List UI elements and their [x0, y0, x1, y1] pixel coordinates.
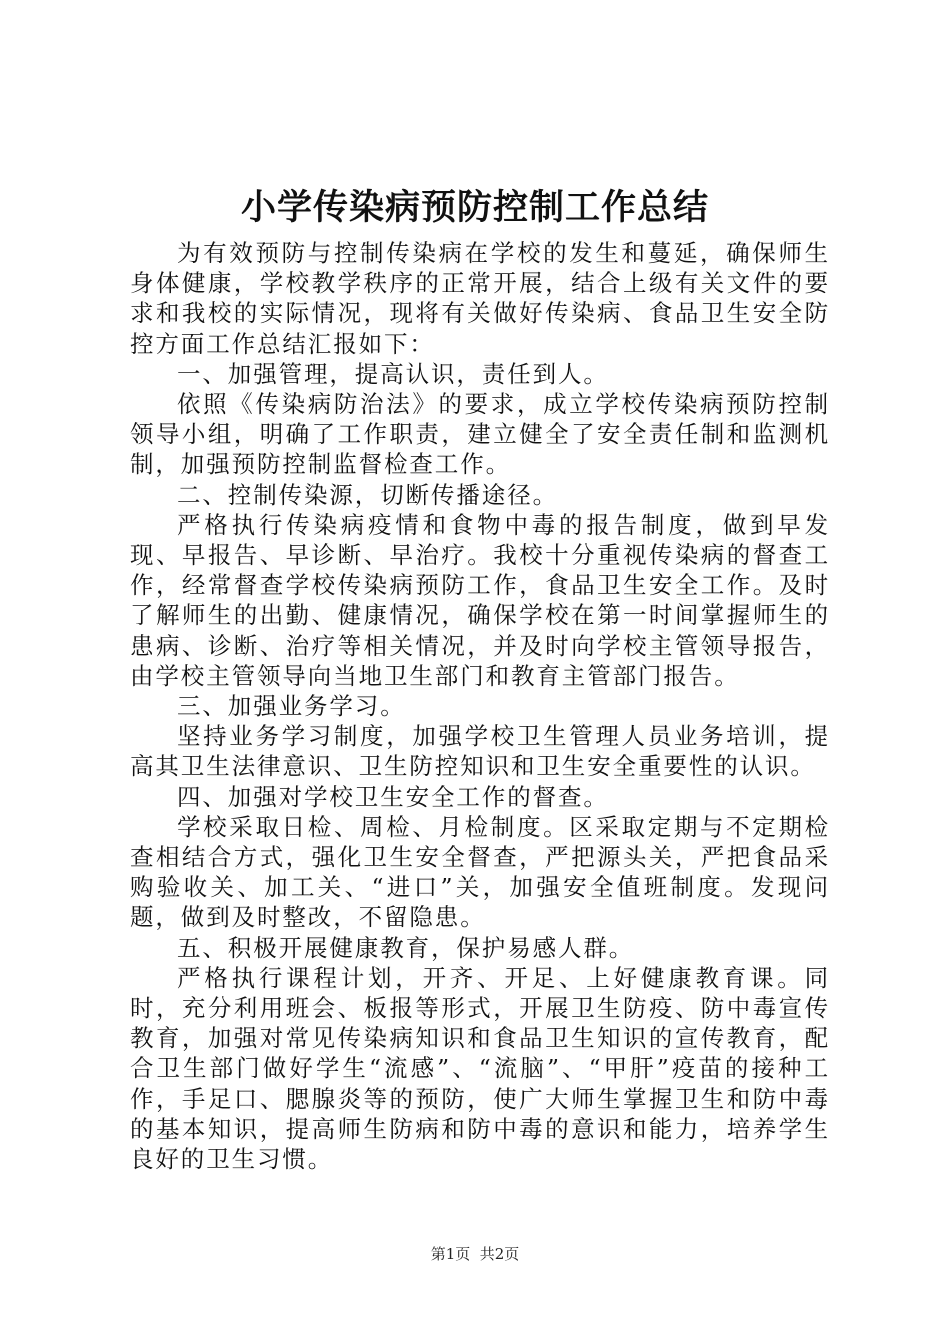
section-heading-5: 五、积极开展健康教育，保护易感人群。	[177, 933, 635, 962]
section-paragraph-3: 坚持业务学习制度，加强学校卫生管理人员业务培训，提高其卫生法律意识、卫生防控知识和卫生安全重要性的认识。	[130, 722, 830, 781]
document-body	[130, 238, 830, 1174]
page-footer	[0, 1244, 950, 1264]
section-heading-1: 一、加强管理，提高认识，责任到人。	[177, 359, 609, 388]
document-title: 小学传染病预防控制工作总结	[240, 187, 709, 228]
section-paragraph-2: 严格执行传染病疫情和食物中毒的报告制度，做到早发现、早报告、早诊断、早治疗。我校十分重视传染病的督查工作，经常督查学校传染病预防工作，食品卫生安全工作。及时了解师生的出勤、健康情况，确保学校在第一时间掌握师生的患病、诊断、治疗等相关情况，并及时向学校主管领导报告，由学校主管领导向当地卫生部门和教育主管部门报告。	[130, 510, 830, 690]
page-number-label: 第1页 共2页	[430, 1245, 520, 1263]
section-heading-4: 四、加强对学校卫生安全工作的督查。	[177, 782, 609, 811]
section-heading-3: 三、加强业务学习。	[177, 692, 406, 721]
section-heading-2: 二、控制传染源，切断传播途径。	[177, 480, 558, 509]
section-paragraph-5: 严格执行课程计划，开齐、开足、上好健康教育课。同时，充分利用班会、板报等形式，开展卫生防疫、防中毒宣传教育，加强对常见传染病知识和食品卫生知识的宣传教育，配合卫生部门做好学生“流感”、“流脑”、“甲肝”疫苗的接种工作，手足口、腮腺炎等的预防，使广大师生掌握卫生和防中毒的基本知识，提高师生防病和防中毒的意识和能力，培养学生良好的卫生习惯。	[130, 963, 830, 1174]
intro-paragraph: 为有效预防与控制传染病在学校的发生和蔓延，确保师生身体健康，学校教学秩序的正常开展，结合上级有关文件的要求和我校的实际情况，现将有关做好传染病、食品卫生安全防控方面工作总结汇报如下：	[130, 239, 830, 358]
section-paragraph-1: 依照《传染病防治法》的要求，成立学校传染病预防控制领导小组，明确了工作职责，建立健全了安全责任制和监测机制，加强预防控制监督检查工作。	[130, 390, 830, 479]
section-paragraph-4: 学校采取日检、周检、月检制度。区采取定期与不定期检查相结合方式，强化卫生安全督查，严把源头关，严把食品采购验收关、加工关、“进口”关，加强安全值班制度。发现问题，做到及时整改，不留隐患。	[130, 812, 830, 932]
